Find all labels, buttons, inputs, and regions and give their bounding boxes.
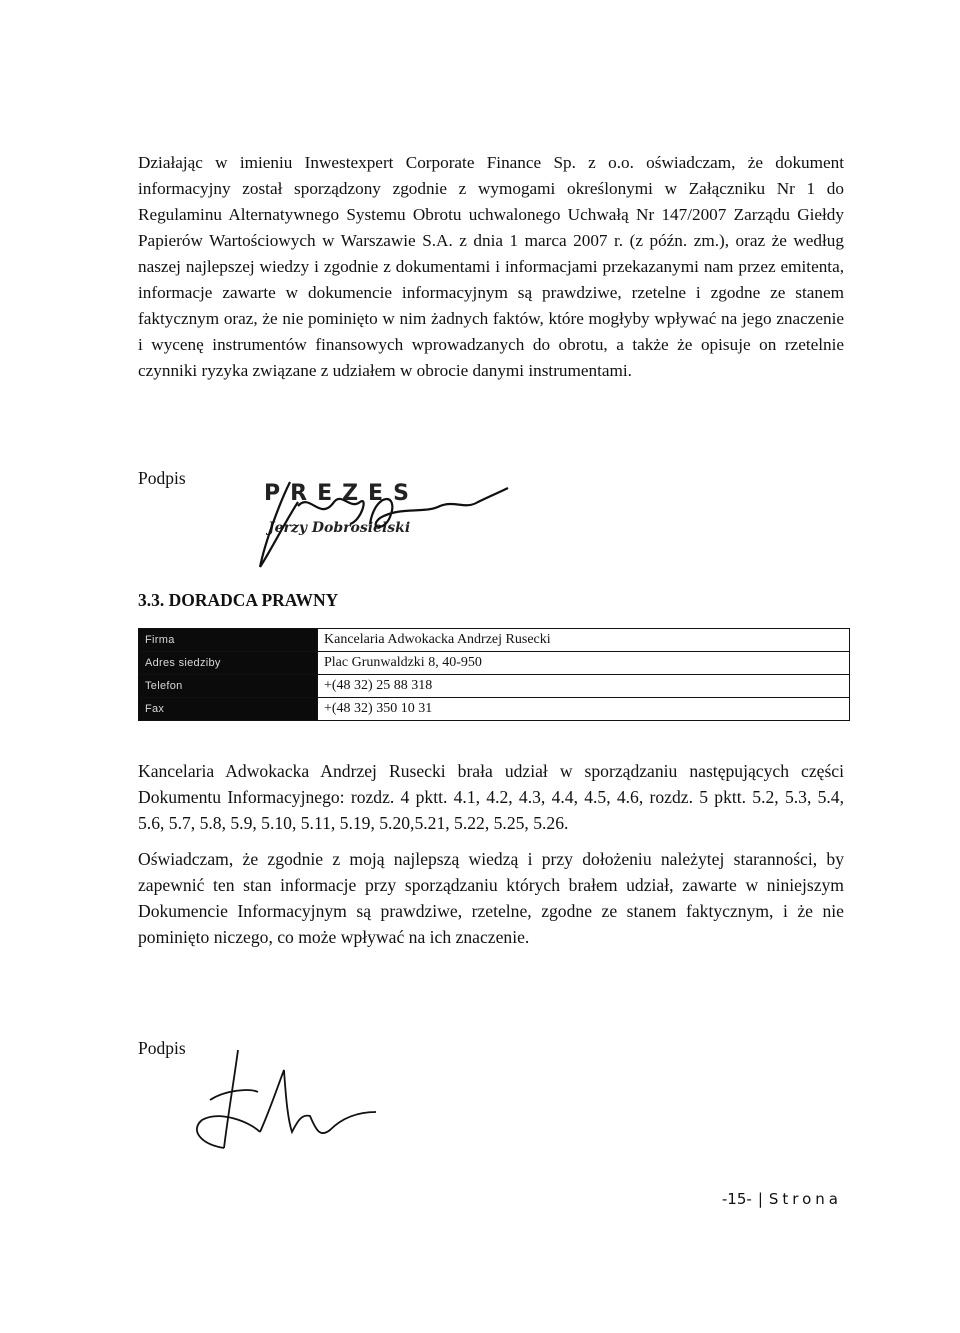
- signature-stroke: [260, 1070, 376, 1133]
- row-value: +(48 32) 25 88 318: [318, 675, 850, 698]
- stamp-title: PREZES: [264, 481, 419, 506]
- signature-label-legal: Podpis: [138, 1038, 186, 1058]
- stamp-and-signature-advisor: [250, 462, 540, 582]
- table-row: [139, 675, 850, 698]
- row-value: +(48 32) 350 10 31: [318, 698, 850, 721]
- row-label: Fax: [139, 698, 318, 721]
- footer-page-word: Strona: [768, 1190, 842, 1208]
- page-footer: [722, 1190, 842, 1208]
- section-heading: 3.3. DORADCA PRAWNY: [138, 590, 339, 610]
- table-row: [139, 629, 850, 652]
- stamp-name: Jerzy Dobrosielski: [268, 520, 411, 536]
- declaration-paragraph-advisor: Działając w imieniu Inwestexpert Corporate Finance Sp. z o.o. oświadczam, że dokument informacyjny został sporządzony zgodnie z wymogami określonymi w Załączniku Nr 1 do Regulaminu Alternatywnego Systemu Obrotu uchwalonego Uchwałą Nr 147/2007 Zarządu Giełdy Papierów Wartościowych w Warszawie S.A. z dnia 1 marca 2007 r. (z późn. zm.), oraz że według naszej najlepszej wiedzy i zgodnie z dokumentami i informacjami przekazanymi nam przez emitenta, informacje zawarte w dokumencie informacyjnym są prawdziwe, rzetelne i zgodne ze stanem faktycznym oraz, że nie pominięto w nim żadnych faktów, które mogłyby wpływać na jego znaczenie i wycenę instrumentów finansowych wprowadzanych do obrotu, a także że opisuje on rzetelnie czynniki ryzyka związane z udziałem w obrocie danymi instrumentami.: [138, 153, 844, 380]
- page-number: -15-: [721, 1190, 752, 1208]
- table-row: [139, 652, 850, 675]
- row-value: Plac Grunwaldzki 8, 40-950: [318, 652, 850, 675]
- row-value: Kancelaria Adwokacka Andrzej Rusecki: [318, 629, 850, 652]
- legal-advisor-table: [138, 628, 850, 721]
- signature-stroke: [210, 1050, 258, 1148]
- signature-label-advisor: Podpis: [138, 468, 186, 488]
- declaration-paragraph-legal: Oświadczam, że zgodnie z moją najlepszą wiedzą i przy dołożeniu należytej staranności, by zapewnić ten stan informacje przy sporządzaniu których brałem udział, zawarte w niniejszym Dokumencie Informacyjnym są prawdziwe, rzetelne, zgodne ze stanem faktycznym, i że nie pominięto niczego, co może wpływać na ich znaczenie.: [138, 849, 844, 947]
- participation-paragraph: Kancelaria Adwokacka Andrzej Rusecki brała udział w sporządzaniu następujących części Dokumentu Informacyjnego: rozdz. 4 pktt. 4.1, 4.2, 4.3, 4.4, 4.5, 4.6, rozdz. 5 pktt. 5.2, 5.3, 5.4, 5.6, 5.7, 5.8, 5.9, 5.10, 5.11, 5.19, 5.20,5.21, 5.22, 5.25, 5.26.: [138, 761, 844, 833]
- handwritten-signature-legal: [180, 1040, 420, 1160]
- row-label: Firma: [139, 629, 318, 652]
- footer-separator: |: [757, 1190, 763, 1208]
- table-row: [139, 698, 850, 721]
- row-label: Telefon: [139, 675, 318, 698]
- row-label: Adres siedziby: [139, 652, 318, 675]
